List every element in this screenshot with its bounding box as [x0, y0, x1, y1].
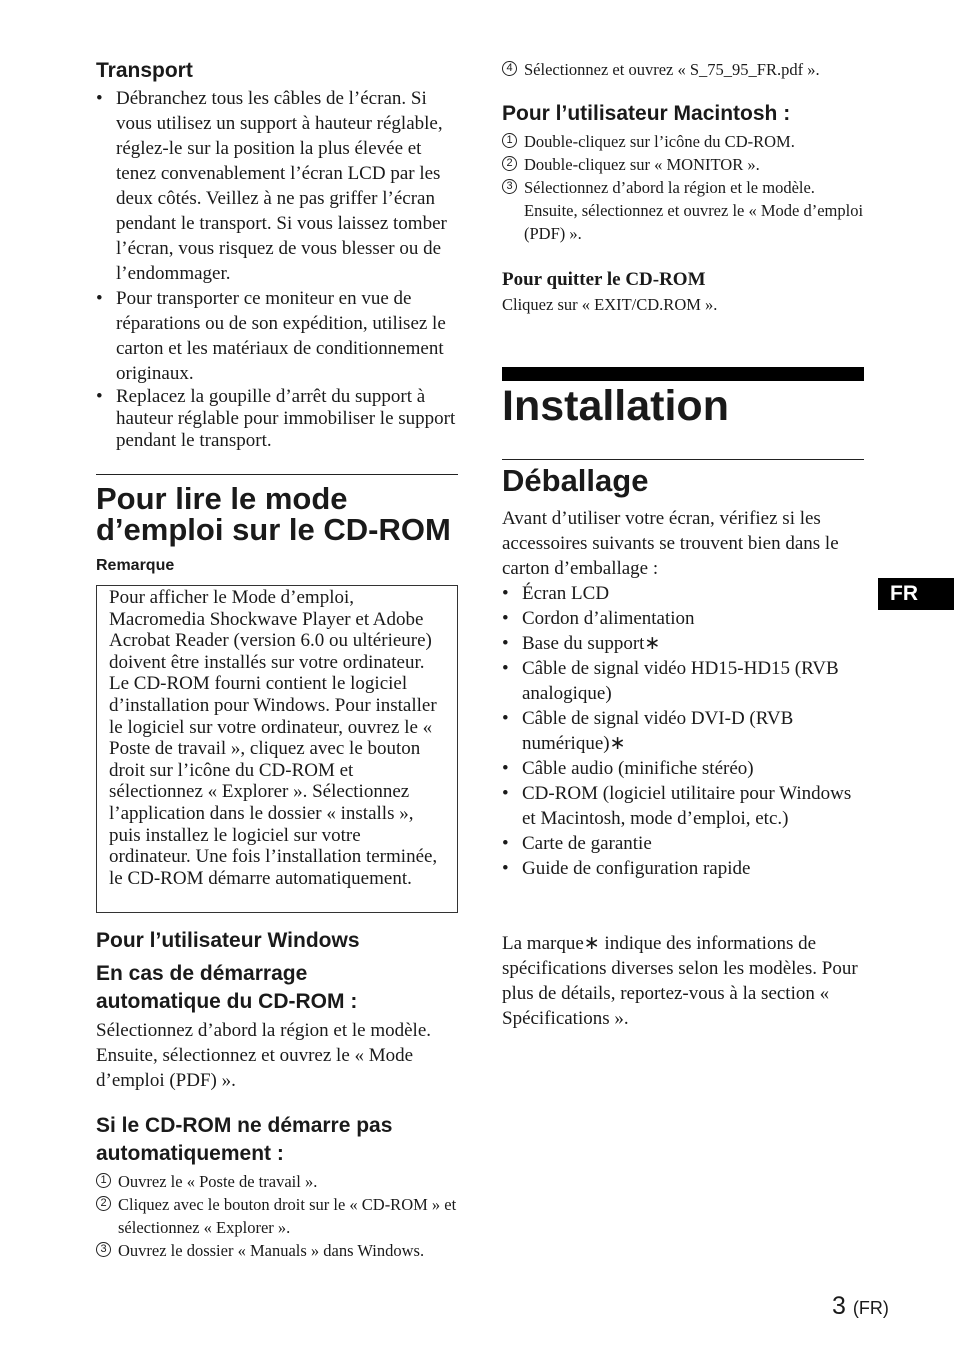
section-divider [96, 474, 458, 475]
marque-note: La marque∗ indique des informations de spécifications diverses selon les modèles. Pour plus de détails, reportez-vous à la section « Spécifications ». [502, 933, 858, 1029]
step-text: Sélectionnez d’abord la région et le modèle. Ensuite, sélectionnez et ouvrez le « Mode d’emploi (PDF) ». [524, 178, 864, 243]
list-item: • Carte de garantie [502, 831, 864, 856]
step-text: Sélectionnez et ouvrez « S_75_95_FR.pdf ». [524, 60, 820, 79]
installation-title: Installation [502, 382, 729, 430]
list-item: • Pour transporter ce moniteur en vue de réparations ou de son expédition, utilisez le carton et les matériaux de conditionnement originaux. [96, 286, 458, 386]
cdrom-title-line2: d’emploi sur le CD-ROM [96, 512, 451, 547]
list-item: • Câble de signal vidéo DVI-D (RVB numérique)∗ [502, 706, 864, 756]
remark-label: Remarque [96, 557, 175, 574]
step-item [502, 130, 864, 153]
step-item [96, 1170, 458, 1193]
accessories-list [502, 581, 864, 881]
transport-list [96, 86, 458, 452]
list-item: • Câble de signal vidéo HD15-HD15 (RVB analogique) [502, 656, 864, 706]
list-item: • CD-ROM (logiciel utilitaire pour Windows et Macintosh, mode d’emploi, etc.) [502, 781, 864, 831]
step-item [96, 1239, 458, 1262]
section-divider [502, 459, 864, 460]
cdrom-section-title [96, 483, 458, 545]
windows-user-heading: Pour l’utilisateur Windows [96, 929, 360, 952]
step-item [502, 176, 864, 245]
quit-cdrom-heading: Pour quitter le CD-ROM [502, 269, 706, 290]
list-item: • Écran LCD [502, 581, 864, 606]
autostart-text: Sélectionnez d’abord la région et le modèle. Ensuite, sélectionnez et ouvrez le « Mode d’emploi (PDF) ». [96, 1020, 432, 1091]
circled-number: 4 [502, 61, 517, 76]
noauto-steps [96, 1170, 458, 1262]
step-text: Cliquez avec le bouton droit sur le « CD-ROM » et sélectionnez « Explorer ». [118, 1195, 457, 1237]
page-number-suffix: (FR) [852, 1298, 889, 1318]
transport-heading: Transport [96, 59, 193, 82]
circled-number: 1 [502, 133, 517, 148]
list-item: • Débranchez tous les câbles de l’écran. Si vous utilisez un support à hauteur réglable, réglez-le sur la position la plus élevée et tenez convenablement l’écran LCD par les deux côtés. Veillez à ne pas griffer l’écran pendant le transport. Si vous laissez tomber l’écran, vous risquez de vous blesser ou de l’endommager. [96, 86, 458, 286]
circled-number: 3 [502, 179, 517, 194]
circled-number: 1 [96, 1173, 111, 1188]
chapter-bar [502, 367, 864, 381]
step-text: Ouvrez le dossier « Manuals » dans Windows. [118, 1241, 425, 1260]
autostart-heading: En cas de démarrage automatique du CD-ROM : [96, 962, 358, 1013]
step-text: Ouvrez le « Poste de travail ». [118, 1172, 318, 1191]
quit-cdrom-text: Cliquez sur « EXIT/CD.ROM ». [502, 295, 718, 314]
language-tab: FR [878, 578, 954, 610]
deballage-intro: Avant d’utiliser votre écran, vérifiez si les accessoires suivants se trouvent bien dans le carton d’emballage : [502, 508, 839, 579]
step-text: Double-cliquez sur l’icône du CD-ROM. [524, 132, 795, 151]
list-item: • Cordon d’alimentation [502, 606, 864, 631]
list-item: • Guide de configuration rapide [502, 856, 864, 881]
mac-user-heading: Pour l’utilisateur Macintosh : [502, 102, 791, 125]
page-number [832, 1290, 912, 1324]
list-item: • Base du support∗ [502, 631, 864, 656]
step-text: Double-cliquez sur « MONITOR ». [524, 155, 760, 174]
circled-number: 2 [96, 1196, 111, 1211]
noauto-heading: Si le CD-ROM ne démarre pas automatiquement : [96, 1114, 393, 1165]
step-4 [502, 58, 864, 81]
mac-steps [502, 130, 864, 245]
circled-number: 2 [502, 156, 517, 171]
step-item [502, 153, 864, 176]
circled-number: 3 [96, 1242, 111, 1257]
deballage-title: Déballage [502, 463, 649, 498]
list-item: • Replacez la goupille d’arrêt du support à hauteur réglable pour immobiliser le support pendant le transport. [96, 386, 458, 452]
page-number-value: 3 [832, 1292, 846, 1320]
list-item: • Câble audio (minifiche stéréo) [502, 756, 864, 781]
remark-box: Pour afficher le Mode d’emploi, Macromedia Shockwave Player et Adobe Acrobat Reader (version 6.0 ou ultérieure) doivent être installés sur votre ordinateur. Le CD-ROM fourni contient le logiciel d’installation pour Windows. Pour installer le logiciel sur votre ordinateur, ouvrez le « Poste de travail », cliquez avec le bouton droit sur l’icône du CD-ROM et sélectionnez « Explorer ». Sélectionnez l’application dans le dossier « installs », puis installez le logiciel sur votre ordinateur. Une fois l’installation terminée, le CD-ROM démarre automatiquement. [96, 585, 458, 913]
cdrom-title-line1: Pour lire le mode [96, 481, 348, 516]
step-item [502, 58, 864, 81]
step-item [96, 1193, 458, 1239]
